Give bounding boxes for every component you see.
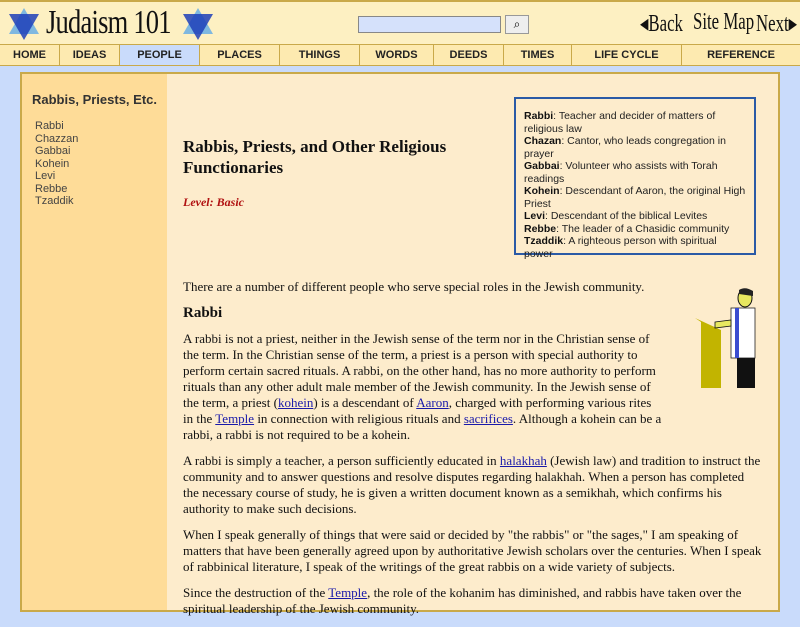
star-of-david-icon	[180, 6, 216, 42]
nav-reference[interactable]: REFERENCE	[707, 49, 775, 61]
sidebar-item-rabbi[interactable]: Rabbi	[35, 120, 64, 132]
main-content	[183, 74, 778, 616]
main-nav	[0, 44, 800, 66]
link-temple[interactable]: Temple	[328, 585, 368, 600]
glossary-entry: Rabbi: Teacher and decider of matters of religious law	[524, 110, 716, 135]
sidebar	[22, 74, 167, 610]
nav-ideas[interactable]: IDEAS	[60, 45, 120, 65]
nav-deeds[interactable]: DEEDS	[434, 45, 504, 65]
star-of-david-icon	[6, 6, 42, 42]
nav-life-cycle[interactable]: LIFE CYCLE	[572, 45, 682, 65]
nav-words[interactable]: WORDS	[360, 45, 434, 65]
intro-paragraph: There are a number of different people who serve special roles in the Jewish community.	[183, 279, 645, 294]
sidebar-item-levi[interactable]: Levi	[35, 170, 56, 182]
glossary-entry: Chazan: Cantor, who leads congregation in prayer	[524, 135, 726, 160]
sidebar-item-tzaddik[interactable]: Tzaddik	[35, 195, 74, 207]
back-link[interactable]: ◂Back	[640, 11, 683, 37]
sidebar-item-chazzan[interactable]: Chazzan	[35, 132, 79, 145]
section-heading-rabbi: Rabbi	[183, 305, 223, 321]
nav-home[interactable]: HOME	[0, 45, 60, 65]
glossary-box	[514, 97, 756, 260]
paragraph: A rabbi is simply a teacher, a person sufficiently educated in halakhah (Jewish law) and tradition to instruct the community and to answer questions and resolve disputes regarding halakhah. When a person has completed the necessary course of study, he is given a written document known as a semikhah, which confirms his authority to make such decisions.	[183, 453, 761, 516]
sidebar-item-rebbe[interactable]: Rebbe	[35, 182, 68, 195]
level-label: Level: Basic	[183, 195, 244, 209]
site-map-link[interactable]: Site Map	[693, 9, 755, 35]
sidebar-item-kohein[interactable]: Kohein	[35, 157, 70, 170]
site-header	[0, 0, 800, 44]
link-kohein[interactable]: kohein	[277, 395, 314, 410]
content-panel	[20, 72, 780, 616]
search-button[interactable]: ⌕	[505, 15, 529, 34]
sidebar-title: Rabbis, Priests, Etc.	[32, 92, 157, 107]
glossary-entry: Rebbe: The leader of a Chasidic community	[524, 222, 730, 235]
glossary-entry: Tzaddik: A righteous person with spiritual power	[524, 235, 717, 260]
site-logo[interactable]: Judaism 101	[46, 4, 171, 41]
link-halakhah[interactable]: halakhah	[499, 453, 547, 468]
nav-places[interactable]: PLACES	[200, 45, 280, 65]
link-sacrifices[interactable]: sacrifices	[463, 411, 513, 426]
article-body	[183, 279, 763, 627]
sidebar-item-gabbai[interactable]: Gabbai	[35, 145, 71, 157]
next-link[interactable]: Next▸	[756, 11, 798, 37]
page-title: Rabbis, Priests, and Other Religious Functionaries	[183, 137, 447, 177]
nav-things[interactable]: THINGS	[280, 45, 360, 65]
glossary-entry: Levi: Descendant of the biblical Levites	[524, 210, 708, 222]
paragraph: Since the destruction of the Temple, the role of the kohanim has diminished, and rabbis have taken over the spiritual leadership of the Jewish community.	[183, 585, 742, 616]
link-temple[interactable]: Temple	[215, 411, 255, 426]
paragraph: When I speak generally of things that were said or decided by "the rabbis" or "the sages," I am speaking of matters that have been generally agreed upon by authoritative Jewish scholars over the centuries. When I speak of rabbinical literature, I speak of the writings of the great rabbis on a wide variety of subjects.	[183, 527, 762, 574]
glossary-entry: Gabbai: Volunteer who assists with Torah readings	[524, 160, 718, 185]
link-aaron[interactable]: Aaron	[416, 395, 449, 410]
nav-times[interactable]: TIMES	[504, 45, 572, 65]
search-input[interactable]	[358, 16, 501, 33]
paragraph: A rabbi is not a priest, neither in the Jewish sense of the term nor in the Christian sense of the term. In the Christian sense of the term, a priest is a person with special authority to perform certain sacred rituals. A rabbi, on the other hand, has no more authority to perform rituals than any other adult male member of the Jewish community. In the Jewish sense of the term, a priest (kohein) is a descendant of Aaron, charged with performing various rites in the Temple in connection with religious rituals and sacrifices. Although a kohein can be a rabbi, a rabbi is not required to be a kohein.	[183, 331, 662, 442]
nav-people[interactable]: PEOPLE	[120, 45, 200, 65]
glossary-entry: Kohein: Descendant of Aaron, the original High Priest	[524, 185, 746, 210]
